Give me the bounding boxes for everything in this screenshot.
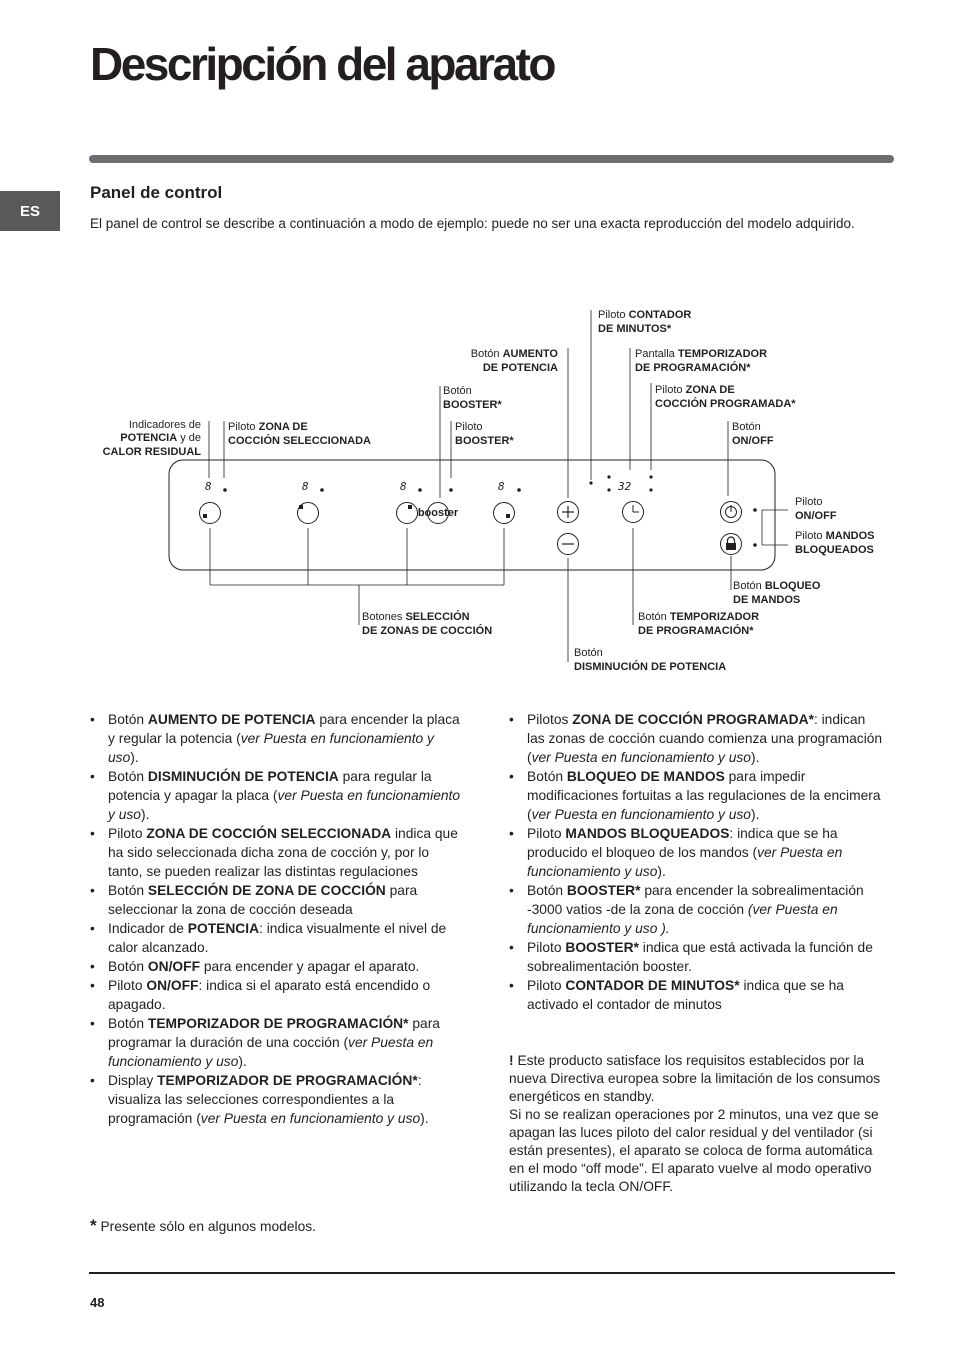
- svg-text:8: 8: [302, 480, 309, 493]
- description-item: [90, 767, 465, 824]
- description-key: BOOSTER*: [566, 883, 641, 898]
- svg-text:BOOSTER*: BOOSTER*: [443, 399, 502, 411]
- lock-button[interactable]: [721, 534, 742, 555]
- description-key: BOOSTER*: [565, 940, 639, 955]
- description-key: ON/OFF: [147, 959, 201, 974]
- description-key: MANDOS BLOQUEADOS: [565, 826, 730, 841]
- power-indicator-1: [205, 480, 227, 493]
- description-key: ZONA DE COCCIÓN PROGRAMADA*: [572, 712, 814, 727]
- svg-text:Botón BLOQUEO: Botón BLOQUEO: [733, 580, 821, 592]
- description-p1: Piloto: [527, 940, 566, 955]
- description-key: BLOQUEO DE MANDOS: [566, 769, 725, 784]
- description-it: (ver Puesta en funcionamiento y uso ).: [527, 902, 838, 936]
- svg-text:COCCIÓN SELECCIONADA: COCCIÓN SELECCIONADA: [228, 435, 372, 447]
- description-key: AUMENTO DE POTENCIA: [147, 712, 316, 727]
- power-indicator-4: [498, 480, 521, 493]
- description-p1: Botón: [527, 769, 567, 784]
- description-item: [509, 710, 884, 767]
- description-key: CONTADOR DE MINUTOS*: [565, 978, 740, 993]
- note-text-2: Si no se realizan operaciones por 2 minutos, una vez que se apagan las luces piloto del calor residual y del ventilador (si están presentes), el aparato se coloca de forma automática en el modo “off mode”. El aparato vuelve al modo operativo utilizando la tecla ON/OFF.: [509, 1107, 879, 1194]
- description-key: TEMPORIZADOR DE PROGRAMACIÓN*: [157, 1073, 418, 1088]
- description-it: ver Puesta en funcionamiento y uso: [200, 1111, 421, 1126]
- description-p2: indica que se ha activado el contador de minutos: [527, 978, 844, 1012]
- control-panel-diagram: [0, 290, 954, 685]
- label-on-off-pilot: [795, 496, 837, 522]
- description-it: ver Puesta en funcionamiento y uso: [527, 845, 843, 879]
- label-controls-locked-pilot: [795, 530, 874, 556]
- zone-select-button-1[interactable]: [200, 503, 221, 524]
- svg-text:CALOR RESIDUAL: CALOR RESIDUAL: [102, 446, 201, 458]
- label-programmed-zone-pilot: [655, 384, 796, 410]
- note-text-1: Este producto satisface los requisitos establecidos por la nueva Directiva europea sobre la limitación de los consumos energéticos en standby.: [509, 1053, 881, 1104]
- description-it: ver Puesta en funcionamiento y uso: [108, 731, 434, 765]
- description-it: ver Puesta en funcionamiento y uso: [108, 1035, 434, 1069]
- svg-text:DE PROGRAMACIÓN*: DE PROGRAMACIÓN*: [638, 625, 754, 637]
- description-p1: Display: [108, 1073, 158, 1088]
- description-p3: ).: [657, 864, 666, 879]
- description-p3: ).: [750, 750, 760, 765]
- page-number: 48: [90, 1295, 105, 1310]
- svg-text:BOOSTER*: BOOSTER*: [455, 435, 514, 447]
- language-tab: [0, 191, 60, 231]
- zone-select-button-2[interactable]: [298, 503, 319, 524]
- svg-text:Botones SELECCIÓN: Botones SELECCIÓN: [362, 611, 470, 623]
- minute-counter-pilot: [589, 481, 592, 484]
- description-p1: Botón: [108, 959, 148, 974]
- left-description-column: [90, 710, 465, 1128]
- description-p2: : indican las zonas de cocción cuando comienza una programación (: [527, 712, 883, 765]
- footnote: [90, 1216, 316, 1236]
- description-p2: para regular la potencia y apagar la placa (: [108, 769, 432, 803]
- description-p3: ).: [750, 807, 760, 822]
- description-p1: Botón: [108, 769, 148, 784]
- note-mark: !: [509, 1053, 514, 1068]
- zone-select-button-4[interactable]: [494, 503, 515, 524]
- label-booster-button: [443, 385, 502, 411]
- description-p2: para encender la placa y regular la potencia (: [108, 712, 460, 746]
- description-item: [90, 824, 465, 881]
- label-timer-display: [635, 348, 767, 374]
- description-p1: Botón: [108, 1016, 148, 1031]
- description-item: [90, 1071, 465, 1128]
- svg-text:8: 8: [205, 480, 212, 493]
- right-description-column: [509, 710, 884, 1014]
- svg-text:booster: booster: [417, 507, 459, 519]
- description-p1: Piloto: [527, 978, 566, 993]
- label-selected-zone-pilot: [228, 421, 371, 447]
- section-title: Panel de control: [90, 183, 223, 202]
- svg-text:Piloto: Piloto: [455, 421, 483, 433]
- on-off-pilot-light: [753, 508, 757, 512]
- controls-locked-pilot-light: [753, 543, 757, 547]
- left-description-list: [90, 710, 465, 1128]
- description-p2: : indica si el aparato está encendido o apagado.: [108, 978, 431, 1012]
- description-p1: Botón: [108, 712, 148, 727]
- power-decrease-button[interactable]: [558, 534, 579, 555]
- description-p2: para seleccionar la zona de cocción deseada: [108, 883, 418, 917]
- description-key: SELECCIÓN DE ZONA DE COCCIÓN: [147, 883, 386, 898]
- description-item: [509, 881, 884, 938]
- svg-text:BLOQUEADOS: BLOQUEADOS: [795, 544, 874, 556]
- svg-text:8: 8: [498, 480, 505, 493]
- right-description-list: [509, 710, 884, 1014]
- label-booster-pilot: [455, 421, 514, 447]
- svg-text:POTENCIA y de: POTENCIA y de: [120, 432, 201, 444]
- description-key: POTENCIA: [187, 921, 260, 936]
- label-power-increase: [471, 348, 559, 374]
- svg-text:Pantalla TEMPORIZADOR: Pantalla TEMPORIZADOR: [635, 348, 768, 360]
- description-p1: Piloto: [527, 826, 566, 841]
- label-lock-button: [733, 580, 821, 606]
- svg-text:Botón AUMENTO: Botón AUMENTO: [470, 348, 558, 360]
- description-p3: ).: [420, 1111, 429, 1126]
- description-p2: para encender la sobrealimentación -3000 vatios -de la zona de cocción: [527, 883, 864, 917]
- description-p2: indica que ha sido seleccionada dicha zona de cocción y, por lo tanto, se pueden realizar las distintas regulaciones: [108, 826, 458, 879]
- description-p3: ).: [238, 1054, 247, 1069]
- svg-text:Botón TEMPORIZADOR: Botón TEMPORIZADOR: [638, 611, 760, 623]
- description-p2: : visualiza las selecciones correspondientes a la programación (: [108, 1073, 422, 1126]
- label-power-decrease: [574, 647, 726, 673]
- svg-text:Piloto MANDOS: Piloto MANDOS: [795, 530, 875, 542]
- svg-text:Botón: Botón: [732, 421, 761, 433]
- description-p2: indica que está activada la función de sobrealimentación booster.: [527, 940, 873, 974]
- description-item: [509, 938, 884, 976]
- language-tab-label: ES: [19, 202, 40, 220]
- footnote-text: Presente sólo en algunos modelos.: [96, 1219, 316, 1234]
- description-item: [509, 976, 884, 1014]
- description-p3: ).: [130, 750, 139, 765]
- description-it: ver Puesta en funcionamiento y uso: [531, 750, 751, 765]
- description-p2: para programar la duración de una cocción (: [108, 1016, 440, 1050]
- svg-text:DE ZONAS DE COCCIÓN: DE ZONAS DE COCCIÓN: [362, 625, 493, 637]
- description-item: [509, 767, 884, 824]
- footnote-star: *: [90, 1216, 97, 1235]
- standby-note: [509, 1052, 884, 1196]
- description-p1: Pilotos: [527, 712, 573, 727]
- description-p2: para encender y apagar el aparato.: [200, 959, 420, 974]
- svg-text:Piloto ZONA DE: Piloto ZONA DE: [655, 384, 735, 396]
- description-item: [90, 919, 465, 957]
- label-minute-counter: [598, 309, 691, 335]
- label-on-off-button: [732, 421, 774, 447]
- label-zone-select-buttons: [362, 610, 492, 637]
- on-off-button[interactable]: [721, 502, 742, 523]
- svg-text:COCCIÓN PROGRAMADA*: COCCIÓN PROGRAMADA*: [655, 398, 796, 410]
- svg-text:32: 32: [618, 480, 632, 493]
- description-item: [90, 957, 465, 976]
- description-item: [90, 881, 465, 919]
- svg-text:DE MINUTOS*: DE MINUTOS*: [598, 323, 672, 335]
- description-key: DISMINUCIÓN DE POTENCIA: [147, 769, 339, 784]
- svg-text:Indicadores de: Indicadores de: [128, 419, 201, 431]
- control-panel-outline: [169, 460, 775, 570]
- power-indicator-2: [302, 480, 324, 493]
- svg-text:8: 8: [400, 480, 407, 493]
- description-p2: : indica que se ha producido el bloqueo de los mandos (: [527, 826, 838, 860]
- page-title: Descripción del aparato: [90, 38, 554, 90]
- description-item: [509, 824, 884, 881]
- svg-text:Piloto: Piloto: [795, 496, 823, 508]
- description-p2: para impedir modificaciones fortuitas a las regulaciones de la encimera (: [527, 769, 881, 822]
- description-p1: Piloto: [108, 978, 147, 993]
- svg-text:DISMINUCIÓN DE POTENCIA: DISMINUCIÓN DE POTENCIA: [574, 661, 727, 673]
- power-increase-button[interactable]: [558, 502, 579, 523]
- svg-text:DE PROGRAMACIÓN*: DE PROGRAMACIÓN*: [635, 362, 751, 374]
- description-key: ZONA DE COCCIÓN SELECCIONADA: [146, 826, 392, 841]
- label-power-indicators: [103, 419, 202, 458]
- timer-display: [607, 475, 652, 493]
- description-p1: Piloto: [108, 826, 147, 841]
- intro-paragraph: El panel de control se describe a continuación a modo de ejemplo: puede no ser una exacta reproducción del modelo adquirido.: [90, 216, 855, 231]
- description-item: [90, 710, 465, 767]
- title-divider: [89, 155, 894, 163]
- description-item: [90, 1014, 465, 1071]
- description-it: ver Puesta en funcionamiento y uso: [108, 788, 461, 822]
- description-key: ON/OFF: [146, 978, 199, 993]
- svg-text:Piloto ZONA DE: Piloto ZONA DE: [228, 421, 308, 433]
- svg-text:Botón: Botón: [574, 647, 603, 659]
- description-p1: Indicador de: [108, 921, 188, 936]
- footer-divider: [89, 1272, 895, 1274]
- svg-text:Piloto CONTADOR: Piloto CONTADOR: [598, 309, 692, 321]
- svg-text:ON/OFF: ON/OFF: [795, 510, 837, 522]
- power-indicator-3: [400, 480, 422, 493]
- svg-text:ON/OFF: ON/OFF: [732, 435, 774, 447]
- svg-text:Botón: Botón: [443, 385, 472, 397]
- description-it: ver Puesta en funcionamiento y uso: [531, 807, 751, 822]
- description-item: [90, 976, 465, 1014]
- booster-pilot-light: [449, 488, 453, 492]
- zone-select-button-3[interactable]: [397, 503, 418, 524]
- description-p3: ).: [140, 807, 150, 822]
- description-p2: : indica visualmente el nivel de calor alcanzado.: [108, 921, 447, 955]
- svg-text:DE POTENCIA: DE POTENCIA: [482, 362, 558, 374]
- label-timer-button: [638, 611, 759, 637]
- description-p1: Botón: [527, 883, 567, 898]
- description-key: TEMPORIZADOR DE PROGRAMACIÓN*: [147, 1016, 409, 1031]
- booster-button[interactable]: [418, 503, 459, 524]
- description-p1: Botón: [108, 883, 148, 898]
- timer-button[interactable]: [623, 502, 644, 523]
- svg-text:DE MANDOS: DE MANDOS: [733, 594, 801, 606]
